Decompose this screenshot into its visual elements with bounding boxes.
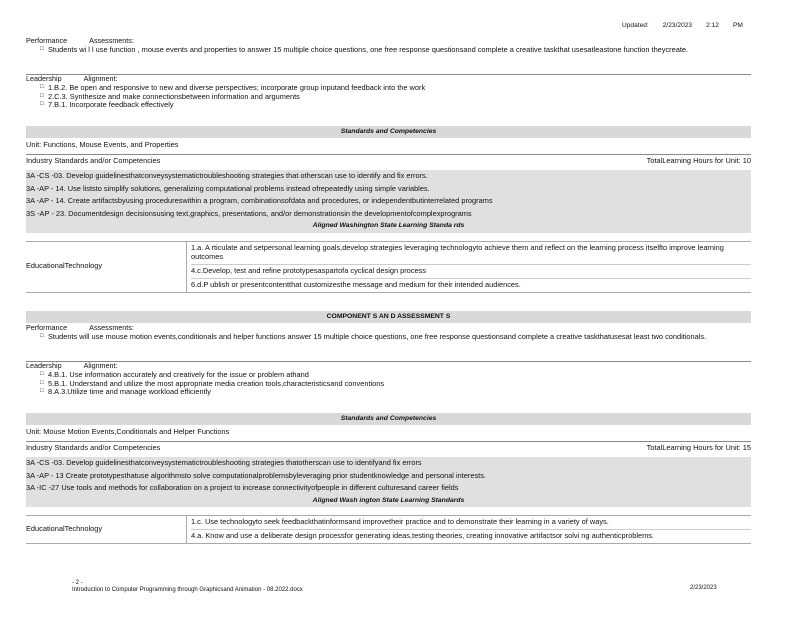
footer-course: Introduction to Computer Programming through Graphicsand Animation - 08.2022.docx — [72, 587, 303, 594]
standard-row: 3A -CS -03. Develop guidelinesthatconveysystematictroubleshooting strategies that otherscan use to identify and fix errors. — [26, 171, 428, 180]
components-band: COMPONENT S AN D ASSESSMENT S — [26, 311, 751, 323]
page-number: - 2 - — [72, 580, 83, 586]
aligned-standards-heading-2: Aligned Wash ington State Learning Standards — [312, 496, 465, 504]
industry-standards-list-1 — [26, 170, 751, 233]
edtech-table-2: EducationalTechnology 1.c. Use technologyto seek feedbackthatinformsand improvetheir practice and to demonstrate their learning in a variety of ways. 4.a. Know and use a deliberate design processfor generating ideas,testing theories, creating innovative artifactsor solvi ng authenticproblems. — [26, 515, 751, 544]
standard-row: 3A -CS -03. Develop guidelinesthatconveysystematictroubleshooting strategies thatotherscan use to identifyand fix errors — [26, 458, 422, 467]
updated-stamp: Updated: 2/23/2023 2:12 PM — [622, 22, 743, 29]
standard-row: 3S -AP - 23. Documentdesign decisionsusing text,graphics, presentations, and/or demonstrationsin the developmentofcomplexprograms — [26, 208, 472, 218]
unit-title-1: Unit: Functions, Mouse Events, and Properties — [26, 140, 179, 149]
performance-assessment-2: Performance Assessments: □ Students will use mouse motion events,conditionals and helper functions answer 15 multiple choice questions, one free response questionsand complete a creative taskthatusesat least two conditionals. — [26, 323, 707, 341]
standard-row: 3A -AP - 14. Use liststo simplify solutions, generalizing computational problems instead ofrepeatedly using simple variables. — [26, 183, 430, 193]
edtech-table-1: EducationalTechnology 1.a. A rticulate and setpersonal learning goals,develop strategies leveraging technologyto achieve them and reflect on the learning process itselfto improve learning outcomes 4.c.Develop, test and refine prototypesaspartofa cyclical design process 6.d.P ublish or presentcontentthat customizesthe message and medium for their intended audiences. — [26, 241, 751, 293]
standard-row: 3A -AP - 13 Create prototypesthatuse algorithmsto solve computationalproblemsbyleveraging prior studentknowledge and personal interests. — [26, 470, 486, 480]
unit-title-2: Unit: Mouse Motion Events,Conditionals and Helper Functions — [26, 427, 230, 436]
leadership-alignment-2: Leadership Alignment: □ 4.B.1. Use information accurately and creatively for the issue or problem athand □ 5.B.1. Understand and utilize the most appropriate media creation tools,characteristicsand conventions □ 8.A.3.Utilize time and manage workload efficiently — [26, 361, 751, 397]
standard-row: 3A -AP - 14. Create artifactsbyusing procedureswithin a program, combinationsofdata and procedures, or independentbutinterrelated programs — [26, 196, 493, 205]
standard-row: 3A -IC -27 Use tools and methods for collaboration on a project to increase connectivityofpeople in different culturesand career fields — [26, 483, 459, 492]
leadership-alignment-1: Leadership Alignment: □ 1.B.2. Be open and responsive to new and diverse perspectives; incorporate group inputand feedback into the work □ 2.C.3. Synthesize and make connectionsbetween information and arguments □ 7.B.1. Incorporate feedback effectively — [26, 74, 751, 110]
standards-band-1: Standards and Competencies — [26, 126, 751, 138]
standards-band-2: Standards and Competencies — [26, 413, 751, 425]
footer — [72, 580, 303, 594]
performance-assessment-1: Performance Assessments: □ Students wi l l use function , mouse events and properties to answer 15 multiple choice questions, one free response questionsand complete a creative taskthat usesatleastone function theycreate. — [26, 36, 689, 54]
aligned-standards-heading-1: Aligned Washington State Learning Standa rds — [312, 222, 465, 229]
footer-date: 2/23/2023 — [690, 585, 717, 591]
industry-row-2: Industry Standards and/or Competencies TotalLearning Hours for Unit: 15 — [26, 443, 751, 452]
industry-row-1: Industry Standards and/or Competencies TotalLearning Hours for Unit: 10 — [26, 156, 751, 165]
industry-standards-list-2 — [26, 457, 751, 507]
